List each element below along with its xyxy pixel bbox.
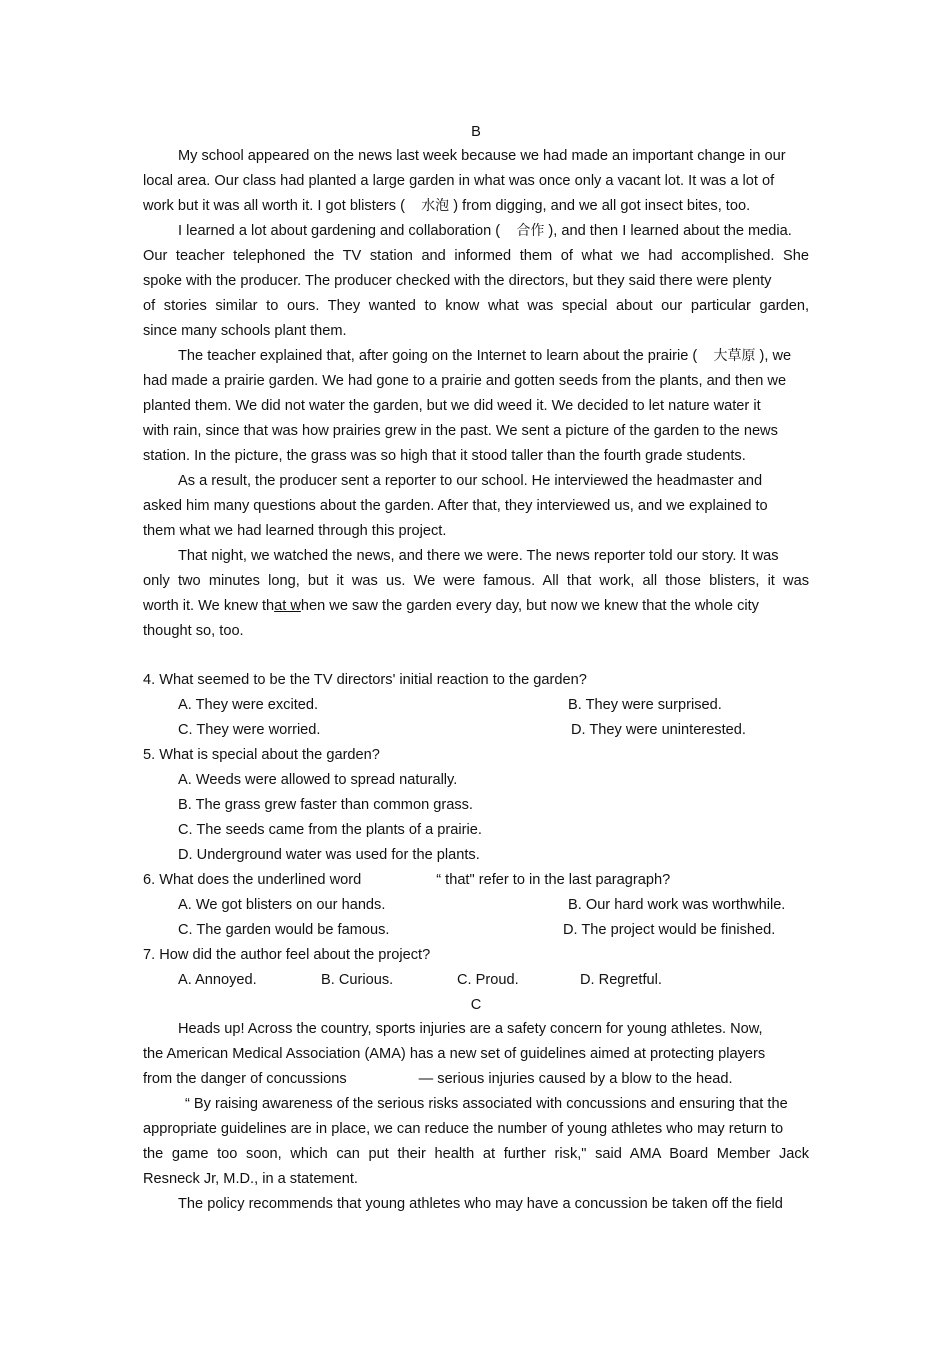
paragraph-b5 [143,544,809,644]
paragraph-c2 [143,1092,809,1192]
section-heading-b: B [471,124,481,140]
text-line: asked him many questions about the garden. After that, they interviewed us, and we explained to [143,498,768,514]
option-a: A. They were excited. [178,697,319,713]
text-line: with rain, since that was how prairies grew in the past. We sent a picture of the garden to the news [143,423,778,439]
text-line: since many schools plant them. [143,323,347,339]
paragraph-b4 [143,469,809,544]
question-7: 7. How did the author feel about the project? [143,947,431,963]
paragraph-b2 [143,219,809,344]
text-line: The policy recommends that young athletes who may have a concussion be taken off the field [178,1196,783,1212]
option-a: A. Weeds were allowed to spread naturally. [178,772,458,788]
text-line: of stories similar to ours. They wanted to know what was special about our particular garden, [143,298,809,314]
option-d: D. They were uninterested. [571,722,746,738]
text-line: only two minutes long, but it was us. We were famous. All that work, all those blisters, it was [143,573,809,589]
paragraph-c1 [143,1017,809,1092]
text-line: appropriate guidelines are in place, we can reduce the number of young athletes who may return to [143,1121,784,1137]
text-line: the American Medical Association (AMA) has a new set of guidelines aimed at protecting players [143,1046,766,1062]
text-line: spoke with the producer. The producer checked with the directors, but they said there were plenty [143,273,772,289]
option-d: D. The project would be finished. [563,922,776,938]
paragraph-b1 [143,144,809,219]
option-d: D. Regretful. [580,972,662,988]
text-line: worth it. We knew that when we saw the garden every day, but now we knew that the whole city [143,598,759,614]
text-line: them what we had learned through this project. [143,523,447,539]
text-line: As a result, the producer sent a reporter to our school. He interviewed the headmaster and [178,473,763,489]
text-line: Our teacher telephoned the TV station and informed them of what we had accomplished. She [143,248,809,264]
option-c: C. The garden would be famous. [178,922,390,938]
text-line: “ By raising awareness of the serious risks associated with concussions and ensuring that the [185,1096,788,1112]
text-line: That night, we watched the news, and there we were. The news reporter told our story. It was [178,548,779,564]
text-line: the game too soon, which can put their health at further risk," said AMA Board Member Jack [143,1146,809,1162]
options-row [143,718,809,743]
option-a: A. We got blisters on our hands. [178,897,386,913]
option-a: A. Annoyed. [178,972,257,988]
question-4: 4. What seemed to be the TV directors' initial reaction to the garden? [143,672,587,688]
text-line: My school appeared on the news last week because we had made an important change in our [178,148,786,164]
options-row [143,968,809,993]
option-c: C. Proud. [457,972,519,988]
option-b: B. They were surprised. [568,697,722,713]
option-d: D. Underground water was used for the plants. [178,847,480,863]
text-line: planted them. We did not water the garden, but we did weed it. We decided to let nature water it [143,398,761,414]
text-line: station. In the picture, the grass was so high that it stood taller than the fourth grade students. [143,448,746,464]
underlined-word: at w [274,598,301,614]
text-line: I learned a lot about gardening and collaboration ( 合作 ), and then I learned about the media. [178,223,792,239]
options-row [143,693,809,718]
text-line: had made a prairie garden. We had gone to a prairie and gotten seeds from the plants, and then we [143,373,787,389]
paragraph-b3 [143,344,809,469]
question-5: 5. What is special about the garden? [143,747,380,763]
question-6: 6. What does the underlined word “ that" refer to in the last paragraph? [143,872,671,888]
option-b: B. Our hard work was worthwhile. [568,897,786,913]
text-line: work but it was all worth it. I got blisters ( 水泡 ) from digging, and we all got insect bites, too. [143,198,751,214]
text-line: Resneck Jr, M.D., in a statement. [143,1171,358,1187]
option-c: C. The seeds came from the plants of a prairie. [178,822,482,838]
text-line: from the danger of concussions — serious injuries caused by a blow to the head. [143,1071,733,1087]
text-line: local area. Our class had planted a large garden in what was once only a vacant lot. It was a lot of [143,173,775,189]
options-row [143,918,809,943]
document-page [143,120,809,1217]
options-row [143,893,809,918]
paragraph-c3 [143,1192,809,1217]
option-c: C. They were worried. [178,722,321,738]
text-line: The teacher explained that, after going on the Internet to learn about the prairie ( 大草原 ), we [178,348,792,364]
option-b: B. The grass grew faster than common grass. [178,797,473,813]
text-line: thought so, too. [143,623,244,639]
option-b: B. Curious. [321,972,394,988]
text-line: Heads up! Across the country, sports injuries are a safety concern for young athletes. Now, [178,1021,763,1037]
section-heading-c: C [470,997,482,1013]
